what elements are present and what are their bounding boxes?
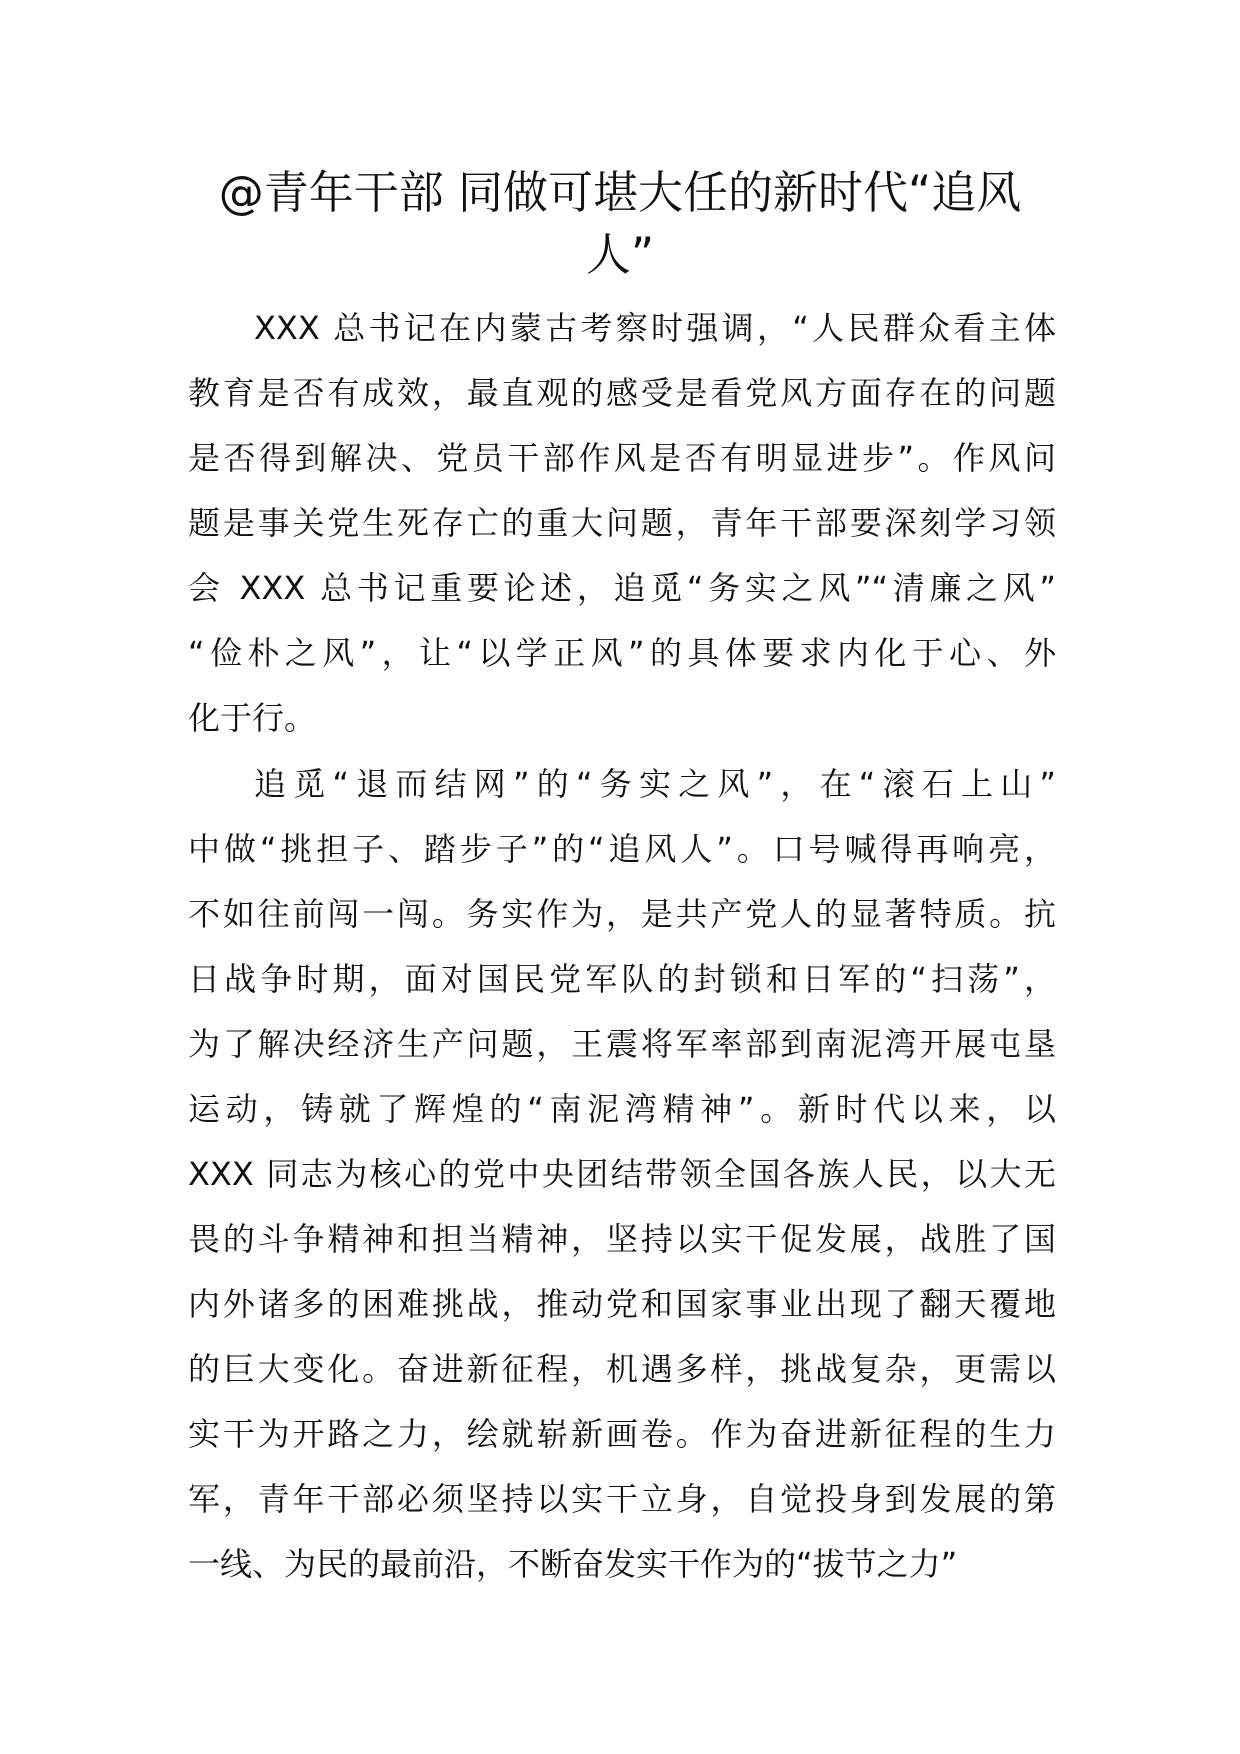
paragraph-2-line: 运动，铸就了辉煌的“南泥湾精神”。新时代以来，以 xyxy=(188,1090,1056,1128)
paragraph-1-line: “俭朴之风”，让“以学正风”的具体要求内化于心、外 xyxy=(188,634,1056,672)
paragraph-2-line: 日战争时期，面对国民党军队的封锁和日军的“扫荡”， xyxy=(188,960,1056,998)
paragraph-2-line: 一线、为民的最前沿，不断奋发实干作为的“拔节之力” xyxy=(188,1545,958,1583)
paragraph-2-line: 的巨大变化。奋进新征程，机遇多样，挑战复杂，更需以 xyxy=(188,1350,1056,1388)
paragraph-1-line: 题是事关党生死存亡的重大问题，青年干部要深刻学习领 xyxy=(188,504,1056,542)
paragraph-2-line: 为了解决经济生产问题，王震将军率部到南泥湾开展屯垦 xyxy=(188,1025,1056,1063)
paragraph-1-line: 会 XXX 总书记重要论述，追觅“务实之风”“清廉之风” xyxy=(188,569,1056,607)
paragraph-1 xyxy=(188,296,1056,751)
paragraph-1-line: 教育是否有成效，最直观的感受是看党风方面存在的问题 xyxy=(188,374,1056,412)
paragraph-2-line: 中做“挑担子、踏步子”的“追风人”。口号喊得再响亮， xyxy=(188,830,1056,868)
document-body xyxy=(188,296,1056,1597)
title-line-2: 人” xyxy=(585,228,655,281)
document-title xyxy=(150,162,1090,286)
paragraph-2-line: XXX 同志为核心的党中央团结带领全国各族人民，以大无 xyxy=(188,1155,1056,1193)
paragraph-1-line: XXX 总书记在内蒙古考察时强调，“人民群众看主体 xyxy=(254,309,1056,347)
paragraph-1-line: 是否得到解决、党员干部作风是否有明显进步”。作风问 xyxy=(188,439,1056,477)
title-line-1: @青年干部 同做可堪大任的新时代“追风 xyxy=(218,166,1022,219)
paragraph-1-line: 化于行。 xyxy=(188,699,317,737)
paragraph-2-line: 追觅“退而结网”的“务实之风”，在“滚石上山” xyxy=(254,765,1056,803)
paragraph-2-line: 内外诸多的困难挑战，推动党和国家事业出现了翻天覆地 xyxy=(188,1285,1056,1323)
paragraph-2-line: 不如往前闯一闯。务实作为，是共产党人的显著特质。抗 xyxy=(188,895,1056,933)
paragraph-2-line: 实干为开路之力，绘就崭新画卷。作为奋进新征程的生力 xyxy=(188,1415,1056,1453)
paragraph-2 xyxy=(188,752,1056,1597)
paragraph-2-line: 畏的斗争精神和担当精神，坚持以实干促发展，战胜了国 xyxy=(188,1220,1056,1258)
paragraph-2-line: 军，青年干部必须坚持以实干立身，自觉投身到发展的第 xyxy=(188,1480,1056,1518)
